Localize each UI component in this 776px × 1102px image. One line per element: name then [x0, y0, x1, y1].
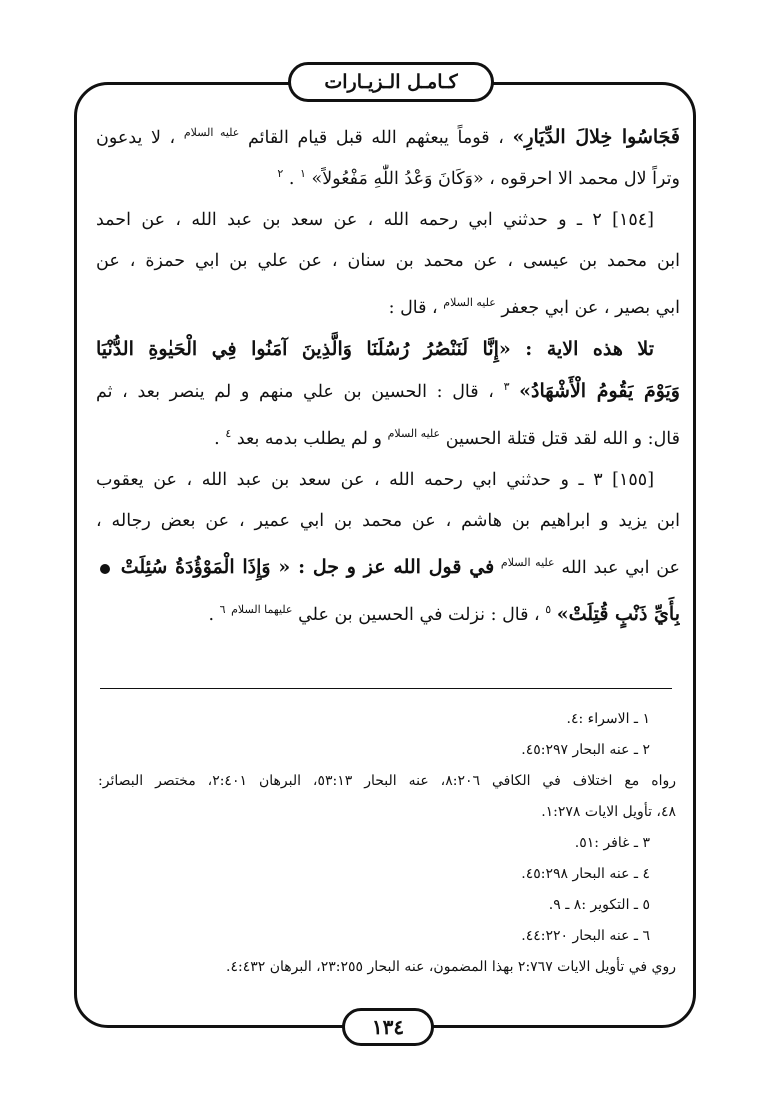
honorific-glyph: عليهما السلام [231, 603, 293, 616]
footnote-ref: ٣ [503, 380, 510, 394]
line-text: ، لا يدعون [96, 128, 176, 148]
line-text: وتراً لال محمد الا احرقوه ، «وَكَانَ وَعْدُ اللّٰهِ مَفْعُولاً» [311, 169, 680, 189]
footnote-1: ١ ـ الاسراء :٤. [566, 711, 650, 727]
quran-quote: في قول الله عز و جل : « وَإِذَا الْمَوْؤُدَةُ سُئِلَتْ [120, 556, 495, 578]
line-text: ، قال : [388, 298, 438, 318]
footnote-ref: ٦ [219, 603, 226, 617]
footnote-6: ٦ ـ عنه البحار ٤٤:٢٢٠. [521, 928, 650, 944]
text-line-10 [96, 501, 680, 542]
line-text: . [214, 429, 220, 449]
footnote-2-cont: ٤٨، تأويل الايات ١:٢٧٨. [541, 804, 676, 820]
footnote-2-cont: رواه مع اختلاف في الكافي ٨:٢٠٦، عنه البحار ٥٣:١٣، البرهان ٢:٤٠١، مختصر البصائر: [98, 773, 676, 789]
footnote-ref: ١ [300, 167, 306, 181]
line-text: ، قوماً يبعثهم الله قبل قيام القائم [247, 128, 504, 148]
honorific-glyph: عليه السلام [443, 296, 496, 309]
line-text: ابي بصير ، عن ابي جعفر [501, 298, 680, 318]
footnote-divider [100, 688, 672, 689]
line-text: ابن يزيد و ابراهيم بن هاشم ، عن محمد بن ابي عمير ، عن بعض رجاله ، [96, 511, 680, 531]
text-line-4 [96, 241, 680, 282]
book-title: كـامـل الـزيـارات [324, 71, 458, 93]
line-text: و لم يطلب بدمه بعد [236, 429, 383, 449]
page-number-badge [342, 1008, 434, 1046]
footnotes-section [98, 704, 676, 983]
quran-quote: بِأَيِّ ذَنْبٍ قُتِلَتْ» [556, 603, 680, 625]
footnote-2: ٢ ـ عنه البحار ٤٥:٢٩٧. [521, 742, 650, 758]
line-text: . [208, 605, 215, 625]
running-header-book-title [288, 62, 494, 102]
text-line-2 [96, 159, 680, 200]
text-line-3 [96, 200, 680, 241]
honorific-glyph: عليه السلام [500, 556, 555, 569]
verse-end-marker [100, 564, 110, 574]
line-text: [١٥٥] ٣ ـ و حدثني ابي رحمه الله ، عن سعد بن عبد الله ، عن يعقوب [96, 470, 655, 490]
text-line-5 [96, 282, 680, 329]
text-line-11 [96, 542, 680, 589]
footnote-ref: ٢ [277, 167, 284, 181]
text-line-7 [96, 371, 680, 413]
honorific-glyph: عليه السلام [387, 427, 441, 440]
footnote-5: ٥ ـ التكوير :٨ ـ ٩. [548, 897, 650, 913]
main-text-body [96, 112, 680, 636]
quran-quote: فَجَاسُوا خِلالَ الدِّيَارِ» [512, 126, 680, 148]
footnote-4: ٤ ـ عنه البحار ٤٥:٢٩٨. [521, 866, 650, 882]
line-text: عن ابي عبد الله [561, 558, 680, 578]
quran-quote: تلا هذه الاية : «إِنَّا لَنَنْصُرُ رُسُلَنَا وَالَّذِينَ آمَنُوا فِي الْحَيٰوةِ الدُّنْيَا [96, 338, 654, 360]
honorific-glyph: عليه السلام [183, 126, 240, 139]
line-text: ابن محمد بن عيسى ، عن محمد بن سنان ، عن علي بن ابي حمزة ، عن [96, 251, 680, 271]
line-text: ، قال : الحسين بن علي منهم و لم ينصر بعد ، ثم [96, 382, 494, 402]
footnote-ref: ٤ [225, 427, 232, 441]
footnote-3: ٣ ـ غافر :٥١. [574, 835, 650, 851]
text-line-9 [96, 460, 680, 501]
line-text: قال: و الله لقد قتل قتلة الحسين [445, 429, 680, 449]
line-text: . [288, 169, 295, 189]
text-line-1 [96, 112, 680, 159]
text-line-8 [96, 413, 680, 460]
line-text: ، قال : نزلت في الحسين بن علي [298, 605, 540, 625]
text-line-6 [96, 329, 680, 371]
quran-quote: وَيَوْمَ يَقُومُ الْأَشْهَادُ» [519, 380, 680, 402]
footnote-ref: ٥ [545, 603, 552, 617]
footnote-6-cont: روي في تأويل الايات ٢:٧٦٧ بهذا المضمون، عنه البحار ٢٣:٢٥٥، البرهان ٤:٤٣٢. [226, 959, 676, 975]
text-line-12 [96, 589, 680, 636]
page-number: ١٣٤ [371, 1015, 405, 1039]
line-text: [١٥٤] ٢ ـ و حدثني ابي رحمه الله ، عن سعد بن عبد الله ، عن احمد [96, 210, 654, 230]
